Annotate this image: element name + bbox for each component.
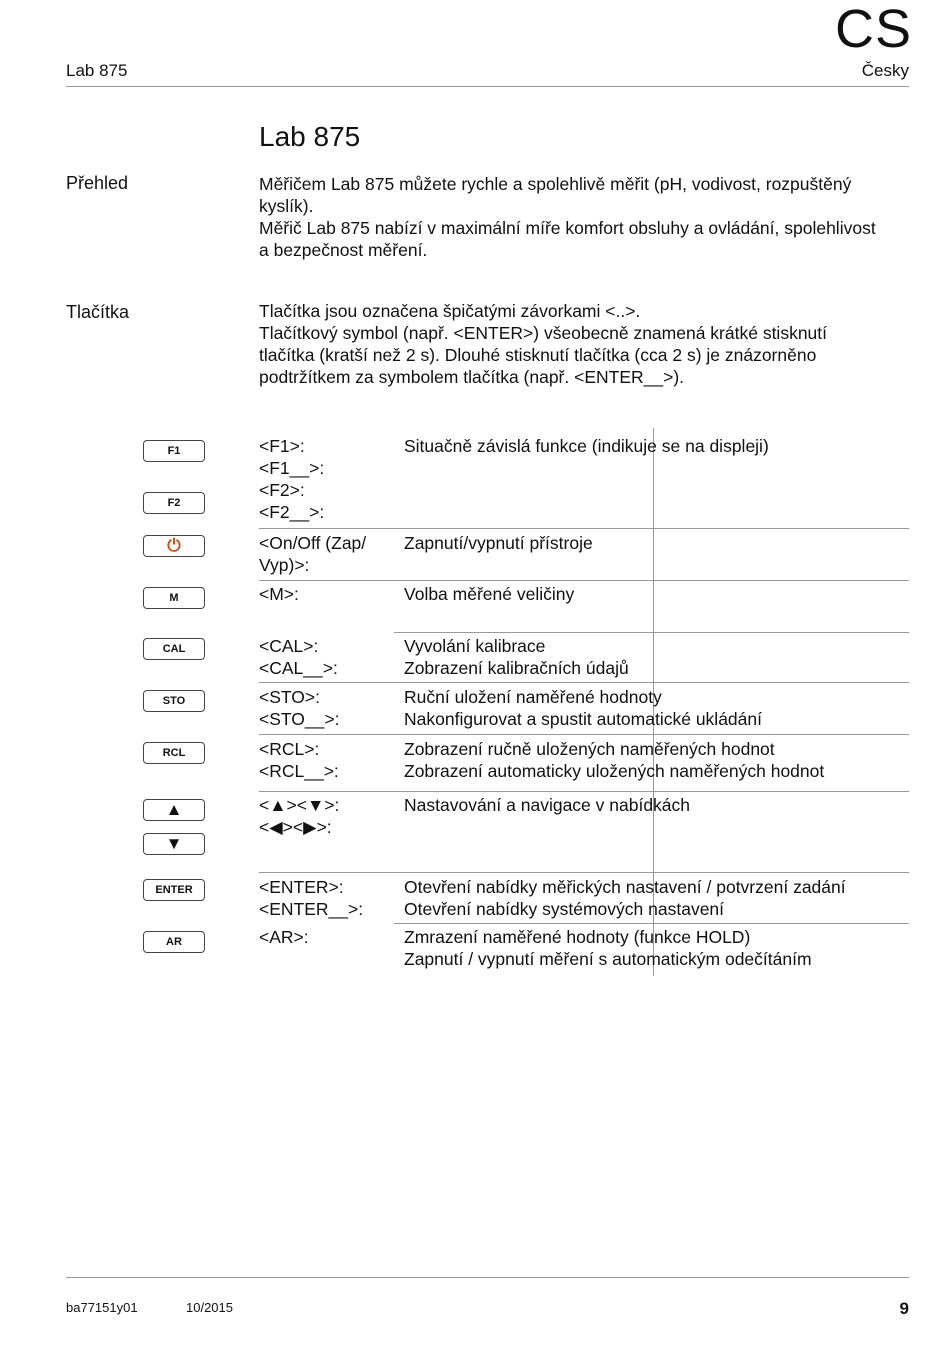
description-cell [404, 532, 909, 554]
description-cell [404, 926, 909, 970]
m-key-icon: M [143, 587, 205, 609]
key-text: <ENTER>: [259, 877, 344, 897]
description-cell [404, 738, 909, 782]
description-text: Nakonfigurovat a spustit automatické ukládání [404, 709, 762, 729]
key-text: <◀><▶>: [259, 817, 332, 837]
row-divider [259, 872, 909, 873]
document-id: ba77151y01 [66, 1300, 138, 1315]
description-text: Vyvolání kalibrace [404, 636, 546, 656]
key-cell [259, 532, 391, 576]
language-code: CS [834, 0, 912, 59]
text-line: Měřičem Lab 875 můžete rychle a spolehlivě měřit (pH, vodivost, rozpuštěný [259, 174, 852, 194]
key-cell [259, 583, 391, 605]
enter-key-icon: ENTER [143, 879, 205, 901]
key-text: <F1>: [259, 436, 305, 456]
description-text: Nastavování a navigace v nabídkách [404, 795, 691, 815]
text-line: Tlačítkový symbol (např. <ENTER>) všeobecně znamená krátké stisknutí [259, 323, 828, 343]
key-text: <CAL>: [259, 636, 319, 656]
description-cell [404, 876, 909, 920]
key-cell [259, 876, 391, 920]
key-text: <STO>: [259, 687, 320, 707]
description-text: Zmrazení naměřené hodnoty (funkce HOLD) [404, 927, 751, 947]
row-divider [259, 791, 909, 792]
description-text: Zobrazení ručně uložených naměřených hodnot [404, 739, 775, 759]
header-language: Česky [861, 61, 909, 80]
footer-divider [66, 1277, 909, 1278]
text-line: tlačítka (kratší než 2 s). Dlouhé stisknutí tlačítka (cca 2 s) je znázorněno [259, 345, 817, 365]
header-product: Lab 875 [66, 61, 128, 80]
text-line: Měřič Lab 875 nabízí v maximální míře komfort obsluhy a ovládání, spolehlivost [259, 218, 876, 238]
key-cell [259, 635, 391, 679]
description-text: Zapnutí / vypnutí měření s automatickým odečítáním [404, 949, 812, 969]
text-line: Tlačítka jsou označena špičatými závorkami <..>. [259, 301, 641, 321]
ar-key-icon: AR [143, 931, 205, 953]
description-text: Otevření nabídky systémových nastavení [404, 899, 725, 919]
page-number: 9 [899, 1299, 909, 1318]
f1-key-icon: F1 [143, 440, 205, 462]
key-text: <M>: [259, 584, 299, 604]
key-text: <On/Off (Zap/ [259, 533, 367, 553]
row-divider [259, 734, 909, 735]
key-text: <ENTER__>: [259, 899, 364, 919]
description-text: Volba měřené veličiny [404, 584, 575, 604]
section-label-overview: Přehled [66, 173, 129, 193]
row-divider [394, 923, 909, 924]
description-cell [404, 583, 909, 605]
description-cell [404, 435, 909, 457]
key-text: <STO__>: [259, 709, 340, 729]
key-text: Vyp)>: [259, 555, 310, 575]
text-line: a bezpečnost měření. [259, 240, 428, 260]
document-date: 10/2015 [186, 1300, 233, 1315]
text-line: kyslík). [259, 196, 314, 216]
description-cell [404, 635, 909, 679]
row-divider [259, 580, 909, 581]
key-text: <AR>: [259, 927, 309, 947]
key-text: <RCL>: [259, 739, 320, 759]
text-line: podtržítkem za symbolem tlačítka (např. <ENTER__>). [259, 367, 685, 387]
page-title: Lab 875 [259, 121, 361, 152]
description-text: Zobrazení automaticky uložených naměřených hodnot [404, 761, 825, 781]
description-text: Zobrazení kalibračních údajů [404, 658, 629, 678]
description-cell [404, 686, 909, 730]
key-cell [259, 435, 391, 523]
key-text: <F1__>: [259, 458, 325, 478]
key-cell [259, 794, 391, 838]
key-text: <F2__>: [259, 502, 325, 522]
keys-paragraph [259, 300, 919, 388]
down-arrow-key-icon: ▼ [143, 833, 205, 855]
key-text: <RCL__>: [259, 761, 339, 781]
description-text: Situačně závislá funkce (indikuje se na displeji) [404, 436, 769, 456]
description-cell [404, 794, 909, 816]
sto-key-icon: STO [143, 690, 205, 712]
key-cell [259, 686, 391, 730]
key-cell [259, 738, 391, 782]
section-label-keys: Tlačítka [66, 302, 130, 322]
power-key-icon: ⏻ [143, 535, 205, 557]
key-text: <F2>: [259, 480, 305, 500]
key-text: <▲><▼>: [259, 795, 340, 815]
overview-paragraph [259, 173, 919, 261]
description-text: Otevření nabídky měřických nastavení / potvrzení zadání [404, 877, 846, 897]
cal-key-icon: CAL [143, 638, 205, 660]
header-divider [66, 86, 909, 87]
row-divider [259, 528, 909, 529]
key-text: <CAL__>: [259, 658, 338, 678]
up-arrow-key-icon: ▲ [143, 799, 205, 821]
key-cell [259, 926, 391, 948]
f2-key-icon: F2 [143, 492, 205, 514]
row-divider [394, 632, 909, 633]
description-text: Zapnutí/vypnutí přístroje [404, 533, 593, 553]
rcl-key-icon: RCL [143, 742, 205, 764]
row-divider [259, 682, 909, 683]
description-text: Ruční uložení naměřené hodnoty [404, 687, 662, 707]
